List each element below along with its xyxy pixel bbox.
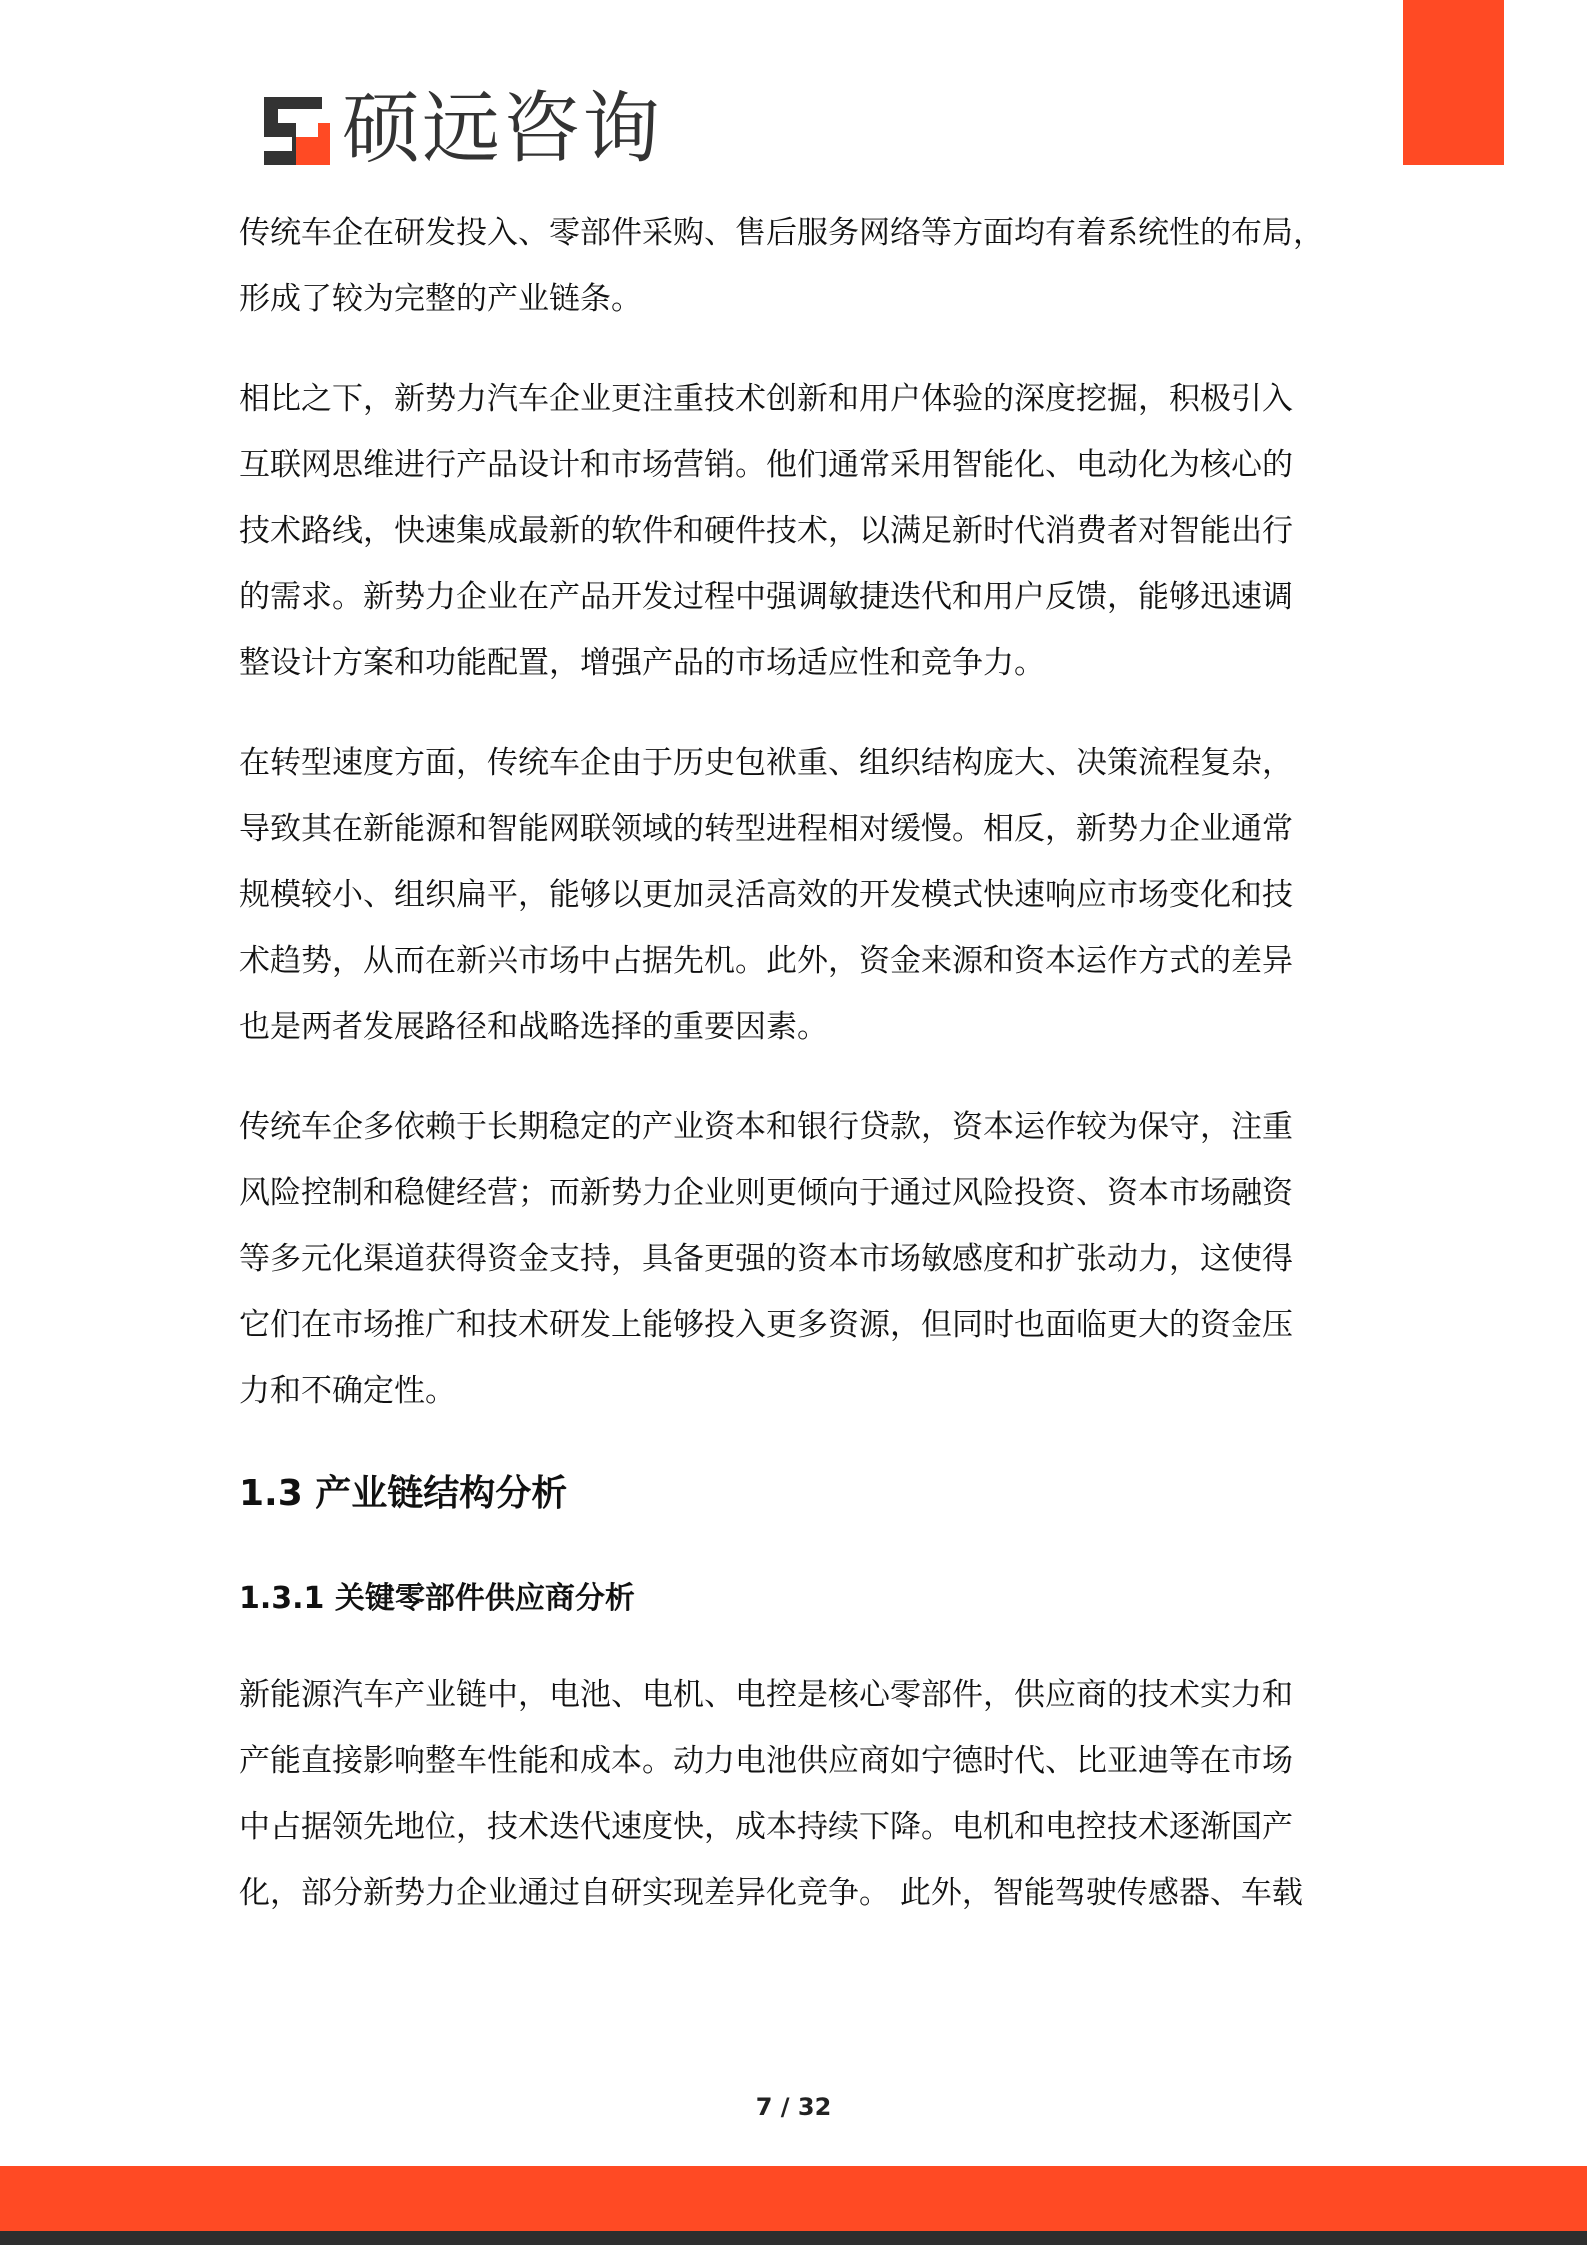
footer-accent-bar — [0, 2166, 1587, 2231]
paragraph — [239, 1094, 1339, 1424]
paragraph — [239, 200, 1339, 332]
corner-accent-tab — [1403, 0, 1504, 165]
section-heading: 1.3 产业链结构分析 — [239, 1473, 568, 1514]
paragraph-line: 规模较小、组织扁平，能够以更加灵活高效的开发模式快速响应市场变化和技 — [239, 877, 1293, 913]
paragraph-line: 中占据领先地位，技术迭代速度快，成本持续下降。电机和电控技术逐渐国产 — [239, 1809, 1293, 1845]
paragraph-line: 力和不确定性。 — [239, 1373, 456, 1409]
brand-logo — [258, 86, 662, 172]
paragraph-line: 新能源汽车产业链中，电池、电机、电控是核心零部件，供应商的技术实力和 — [239, 1677, 1293, 1713]
paragraph-line: 术趋势，从而在新兴市场中占据先机。此外，资金来源和资本运作方式的差异 — [239, 943, 1293, 979]
paragraph-line: 的需求。新势力企业在产品开发过程中强调敏捷迭代和用户反馈，能够迅速调 — [239, 579, 1293, 615]
paragraph-line: 相比之下，新势力汽车企业更注重技术创新和用户体验的深度挖掘，积极引入 — [239, 381, 1293, 417]
paragraph-line: 化，部分新势力企业通过自研实现差异化竞争。 此外，智能驾驶传感器、车载 — [239, 1875, 1303, 1911]
paragraph-line: 等多元化渠道获得资金支持，具备更强的资本市场敏感度和扩张动力，这使得 — [239, 1241, 1293, 1277]
paragraph — [239, 730, 1339, 1060]
paragraph-line: 互联网思维进行产品设计和市场营销。他们通常采用智能化、电动化为核心的 — [239, 447, 1293, 483]
paragraph-line: 形成了较为完整的产业链条。 — [239, 281, 642, 317]
paragraph-line: 它们在市场推广和技术研发上能够投入更多资源，但同时也面临更大的资金压 — [239, 1307, 1293, 1343]
paragraph-line: 也是两者发展路径和战略选择的重要因素。 — [239, 1009, 828, 1045]
paragraph — [239, 366, 1339, 696]
brand-logo-icon — [258, 93, 332, 165]
subsection-heading: 1.3.1 关键零部件供应商分析 — [239, 1581, 635, 1616]
paragraph-line: 产能直接影响整车性能和成本。动力电池供应商如宁德时代、比亚迪等在市场 — [239, 1743, 1293, 1779]
paragraph-line: 在转型速度方面，传统车企由于历史包袱重、组织结构庞大、决策流程复杂， — [239, 745, 1293, 781]
paragraph-line: 技术路线，快速集成最新的软件和硬件技术，以满足新时代消费者对智能出行 — [239, 513, 1293, 549]
footer-dark-bar — [0, 2231, 1587, 2245]
paragraph-line: 导致其在新能源和智能网联领域的转型进程相对缓慢。相反，新势力企业通常 — [239, 811, 1293, 847]
brand-name: 硕远咨询 — [342, 84, 663, 174]
page-number: 7 / 32 — [755, 2093, 832, 2121]
paragraph-line: 风险控制和稳健经营；而新势力企业则更倾向于通过风险投资、资本市场融资 — [239, 1175, 1293, 1211]
paragraph-line: 传统车企在研发投入、零部件采购、售后服务网络等方面均有着系统性的布局， — [239, 215, 1324, 251]
paragraph-line: 整设计方案和功能配置，增强产品的市场适应性和竞争力。 — [239, 645, 1045, 681]
paragraph — [239, 1662, 1339, 1926]
paragraph-line: 传统车企多依赖于长期稳定的产业资本和银行贷款，资本运作较为保守，注重 — [239, 1109, 1293, 1145]
document-body — [239, 200, 1339, 1960]
